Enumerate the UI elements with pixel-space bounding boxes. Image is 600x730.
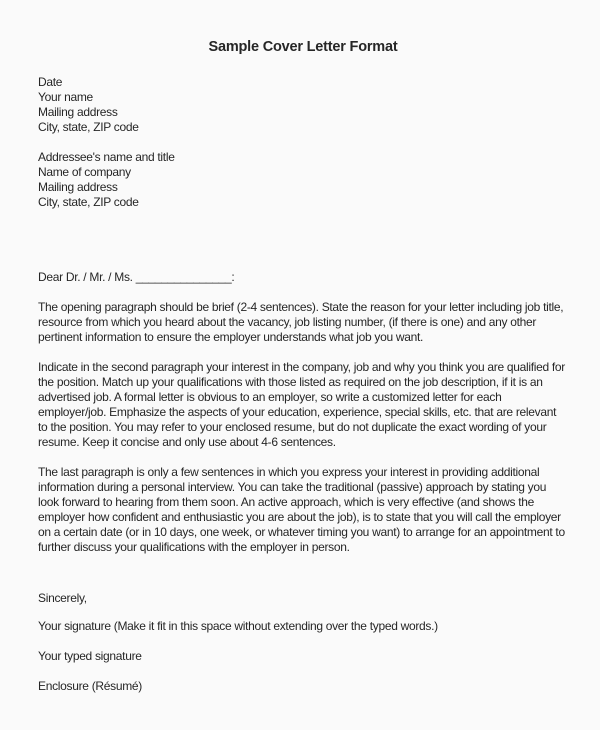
salutation-line: Dear Dr. / Mr. / Ms. _______________: xyxy=(38,270,235,284)
body-paragraph-second: Indicate in the second paragraph your interest in the company, job and why you think you are qualified for the position. Match up your qualifications with those listed as required on the job description, if it is an advertised job. A formal letter is obvious to an employer, so write a customized letter for each employer/job. Emphasize the aspects of your education, experience, special skills, etc. that are relevant to the position. You may refer to your enclosed resume, but do not duplicate the exact wording of your resume. Keep it concise and only use about 4-6 sentences. xyxy=(38,360,565,449)
sender-name-line: Your name xyxy=(38,90,93,104)
recipient-city-state-zip-line: City, state, ZIP code xyxy=(38,195,139,209)
closing-sincerely-line: Sincerely, xyxy=(38,591,87,605)
body-paragraph-opening: The opening paragraph should be brief (2-4 sentences). State the reason for your letter including job title, resource from which you heard about the vacancy, job listing number, (if there is one) and any other pertinent information to ensure the employer understands what job you want. xyxy=(38,300,564,344)
recipient-name-title-line: Addressee's name and title xyxy=(38,150,175,164)
recipient-mailing-address-line: Mailing address xyxy=(38,180,118,194)
enclosure-line: Enclosure (Résumé) xyxy=(38,679,142,693)
typed-signature-line: Your typed signature xyxy=(38,649,142,663)
sender-mailing-address-line: Mailing address xyxy=(38,105,118,119)
signature-space-note-line: Your signature (Make it fit in this space without extending over the typed words.) xyxy=(38,619,438,633)
recipient-company-line: Name of company xyxy=(38,165,131,179)
sender-date-line: Date xyxy=(38,75,63,89)
closing-block xyxy=(38,591,568,694)
sender-address-block xyxy=(38,75,568,135)
recipient-address-block xyxy=(38,150,568,210)
body-paragraph-last: The last paragraph is only a few sentences in which you express your interest in providing additional information during a personal interview. You can take the traditional (passive) approach by stating you look forward to hearing from them soon. An active approach, which is very effective (and shows the employer how confident and enthusiastic you are about the job), is to state that you will call the employer on a certain date (or in 10 days, one week, or whatever timing you want) to arrange for an appointment to further discuss your qualifications with the employer in person. xyxy=(38,465,565,554)
sender-city-state-zip-line: City, state, ZIP code xyxy=(38,120,139,134)
document-title: Sample Cover Letter Format xyxy=(208,39,398,55)
